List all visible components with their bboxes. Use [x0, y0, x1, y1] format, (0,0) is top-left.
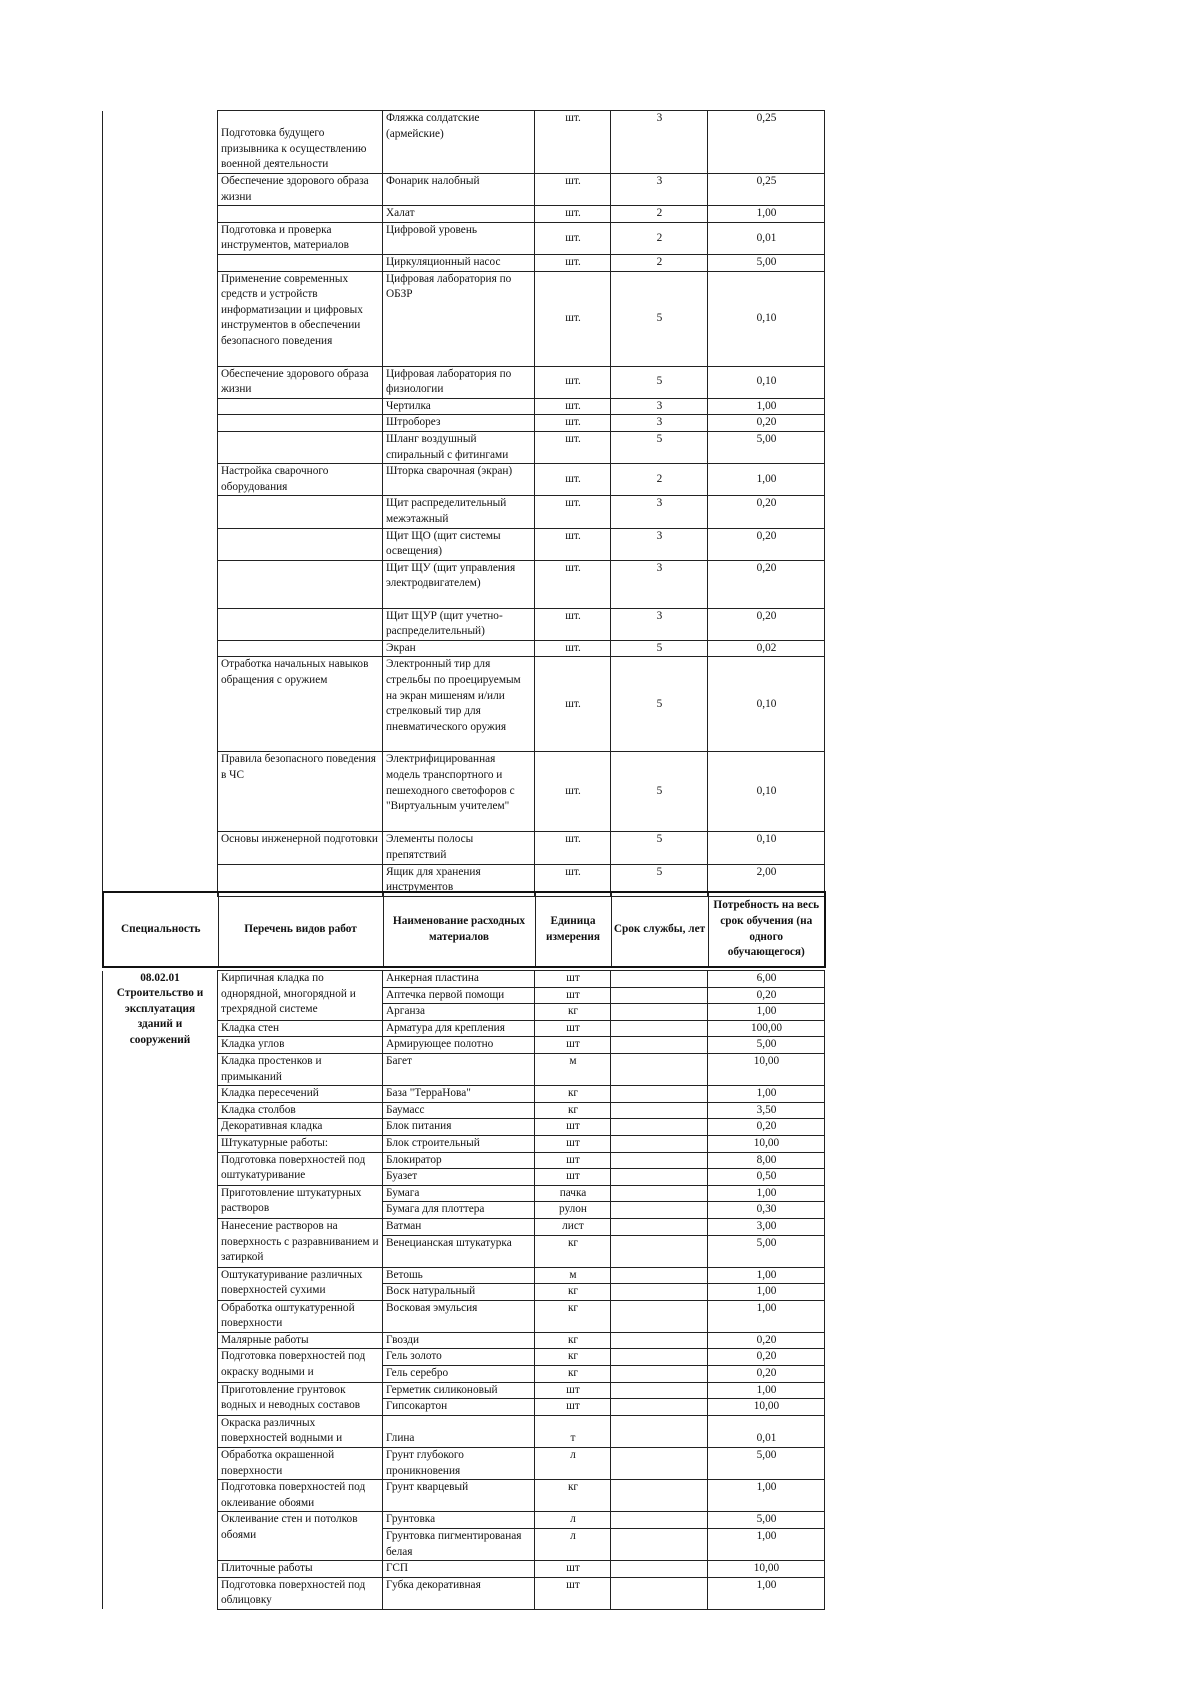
service-life-cell — [611, 1119, 708, 1136]
work-type-cell — [218, 398, 383, 415]
unit-cell: шт. — [535, 657, 611, 752]
service-life-cell — [611, 1366, 708, 1383]
material-cell: Щит ЩУ (щит управления электродвигателем) — [383, 560, 535, 608]
need-cell: 1,00 — [708, 1185, 825, 1202]
need-cell: 0,01 — [708, 222, 825, 254]
work-type-cell: Подготовка будущего призывника к осуществлению военной деятельности — [218, 111, 383, 174]
service-life-cell — [611, 1053, 708, 1085]
work-type-cell: Правила безопасного поведения в ЧС — [218, 752, 383, 832]
material-cell: ГСП — [383, 1561, 535, 1578]
need-cell: 1,00 — [708, 1004, 825, 1021]
unit-cell: лист — [535, 1218, 611, 1235]
service-life-cell — [611, 971, 708, 988]
material-cell: Бумага — [383, 1185, 535, 1202]
service-life-cell — [611, 1185, 708, 1202]
material-cell: Гель золото — [383, 1349, 535, 1366]
service-life-cell: 3 — [611, 496, 708, 528]
material-cell: Экран — [383, 640, 535, 657]
material-cell: Блок питания — [383, 1119, 535, 1136]
service-life-cell — [611, 1382, 708, 1399]
work-type-cell: Кладка пересечений — [218, 1086, 383, 1103]
work-type-cell: Обработка окрашенной поверхности — [218, 1448, 383, 1480]
need-cell: 1,00 — [708, 1577, 825, 1609]
service-life-cell: 3 — [611, 608, 708, 640]
material-cell: Ватман — [383, 1218, 535, 1235]
service-life-cell — [611, 1004, 708, 1021]
need-cell: 1,00 — [708, 1529, 825, 1561]
material-cell: Ящик для хранения инструментов — [383, 864, 535, 896]
unit-cell: кг — [535, 1086, 611, 1103]
need-cell: 0,20 — [708, 1349, 825, 1366]
header-work-list: Перечень видов работ — [218, 892, 383, 967]
service-life-cell — [611, 1415, 708, 1447]
material-cell: Аптечка первой помощи — [383, 987, 535, 1004]
unit-cell: шт — [535, 1382, 611, 1399]
work-type-cell: Подготовка поверхностей под окраску водными и — [218, 1349, 383, 1382]
unit-cell: шт. — [535, 528, 611, 560]
work-type-cell: Обеспечение здорового образа жизни — [218, 366, 383, 398]
unit-cell: шт — [535, 1119, 611, 1136]
work-type-cell: Основы инженерной подготовки — [218, 832, 383, 864]
table-row — [103, 111, 825, 174]
work-type-cell: Настройка сварочного оборудования — [218, 464, 383, 496]
material-cell: Багет — [383, 1053, 535, 1085]
service-life-cell — [611, 1020, 708, 1037]
service-life-cell: 3 — [611, 398, 708, 415]
need-cell: 2,00 — [708, 864, 825, 896]
material-cell: Грунт глубокого проникновения — [383, 1448, 535, 1480]
unit-cell: кг — [535, 1349, 611, 1366]
work-type-cell — [218, 608, 383, 640]
service-life-cell — [611, 1577, 708, 1609]
work-type-cell: Применение современных средств и устройств информатизации и цифровых инструментов в обеспечении безопасного поведения — [218, 271, 383, 366]
service-life-cell — [611, 1300, 708, 1332]
header-service-life: Срок службы, лет — [611, 892, 708, 967]
material-cell: Щит ЩО (щит системы освещения) — [383, 528, 535, 560]
unit-cell: шт. — [535, 398, 611, 415]
material-cell: Арганза — [383, 1004, 535, 1021]
material-cell: Ветошь — [383, 1267, 535, 1284]
need-cell: 0,50 — [708, 1169, 825, 1186]
need-cell: 1,00 — [708, 206, 825, 223]
work-type-cell: Подготовка поверхностей под оштукатуривание — [218, 1152, 383, 1185]
material-cell: Электрифицированная модель транспортного и пешеходного светофоров с "Виртуальным учителем" — [383, 752, 535, 832]
work-type-cell: Кладка столбов — [218, 1102, 383, 1119]
unit-cell: шт — [535, 1135, 611, 1152]
service-life-cell — [611, 1512, 708, 1529]
need-cell: 3,50 — [708, 1102, 825, 1119]
work-type-cell: Обеспечение здорового образа жизни — [218, 174, 383, 206]
material-cell: Гель серебро — [383, 1366, 535, 1383]
need-cell: 100,00 — [708, 1020, 825, 1037]
service-life-cell — [611, 987, 708, 1004]
work-type-cell: Приготовление грунтовок водных и неводных составов — [218, 1382, 383, 1415]
work-type-cell — [218, 640, 383, 657]
material-cell: Грунтовка пигментированая белая — [383, 1529, 535, 1561]
need-cell: 0,20 — [708, 1332, 825, 1349]
unit-cell: шт. — [535, 111, 611, 174]
work-type-cell — [218, 560, 383, 608]
material-cell: Грунт кварцевый — [383, 1480, 535, 1512]
material-cell: База "ТерраНова" — [383, 1086, 535, 1103]
work-type-cell — [218, 206, 383, 223]
service-life-cell — [611, 1086, 708, 1103]
service-life-cell — [611, 1102, 708, 1119]
unit-cell: шт — [535, 1577, 611, 1609]
work-type-cell: Кладка простенков и примыканий — [218, 1053, 383, 1085]
header-material-name: Наименование расходных материалов — [383, 892, 535, 967]
unit-cell: рулон — [535, 1202, 611, 1219]
unit-cell: шт — [535, 1169, 611, 1186]
work-type-cell: Кладка стен — [218, 1020, 383, 1037]
unit-cell: шт — [535, 1561, 611, 1578]
service-life-cell — [611, 1349, 708, 1366]
material-cell: Фляжка солдатские (армейские) — [383, 111, 535, 174]
need-cell: 1,00 — [708, 398, 825, 415]
unit-cell: шт — [535, 971, 611, 988]
service-life-cell — [611, 1202, 708, 1219]
unit-cell: кг — [535, 1284, 611, 1301]
material-cell: Шторка сварочная (экран) — [383, 464, 535, 496]
need-cell: 5,00 — [708, 254, 825, 271]
need-cell: 0,25 — [708, 174, 825, 206]
work-type-cell: Окраска различных поверхностей водными и — [218, 1415, 383, 1447]
work-type-cell: Нанесение растворов на поверхность с разравниванием и затиркой — [218, 1218, 383, 1267]
material-cell: Щит ЩУР (щит учетно-распределительный) — [383, 608, 535, 640]
unit-cell: шт. — [535, 608, 611, 640]
unit-cell: шт — [535, 987, 611, 1004]
unit-cell: шт — [535, 1037, 611, 1054]
need-cell: 0,10 — [708, 366, 825, 398]
work-type-cell — [218, 254, 383, 271]
need-cell: 0,02 — [708, 640, 825, 657]
unit-cell: шт. — [535, 222, 611, 254]
unit-cell: шт — [535, 1399, 611, 1416]
work-type-cell — [218, 528, 383, 560]
need-cell: 5,00 — [708, 431, 825, 463]
need-cell: 10,00 — [708, 1561, 825, 1578]
material-cell: Губка декоративная — [383, 1577, 535, 1609]
service-life-cell — [611, 1561, 708, 1578]
need-cell: 10,00 — [708, 1053, 825, 1085]
material-cell: Электронный тир для стрельбы по проецируемым на экран мишеням и/или стрелковый тир для пневматического оружия — [383, 657, 535, 752]
materials-table — [102, 970, 825, 1610]
unit-cell: шт. — [535, 206, 611, 223]
unit-cell: шт. — [535, 864, 611, 896]
materials-table-header — [102, 891, 826, 968]
work-type-cell: Штукатурные работы: — [218, 1135, 383, 1152]
unit-cell: кг — [535, 1235, 611, 1267]
unit-cell: кг — [535, 1366, 611, 1383]
material-cell: Арматура для крепления — [383, 1020, 535, 1037]
need-cell: 0,20 — [708, 528, 825, 560]
need-cell: 0,01 — [708, 1415, 825, 1447]
material-cell: Герметик силиконовый — [383, 1382, 535, 1399]
service-life-cell — [611, 1284, 708, 1301]
service-life-cell: 5 — [611, 366, 708, 398]
service-life-cell: 5 — [611, 271, 708, 366]
material-cell: Венецианская штукатурка — [383, 1235, 535, 1267]
material-cell: Халат — [383, 206, 535, 223]
unit-cell: м — [535, 1267, 611, 1284]
specialty-cell — [103, 111, 218, 897]
need-cell: 0,20 — [708, 1119, 825, 1136]
material-cell: Блокиратор — [383, 1152, 535, 1169]
service-life-cell — [611, 1135, 708, 1152]
material-cell: Цифровой уровень — [383, 222, 535, 254]
service-life-cell: 2 — [611, 254, 708, 271]
need-cell: 1,00 — [708, 464, 825, 496]
unit-cell: шт. — [535, 560, 611, 608]
material-cell: Баумасс — [383, 1102, 535, 1119]
material-cell: Армирующее полотно — [383, 1037, 535, 1054]
service-life-cell: 5 — [611, 752, 708, 832]
work-type-cell: Малярные работы — [218, 1332, 383, 1349]
need-cell: 1,00 — [708, 1382, 825, 1399]
material-cell: Штроборез — [383, 415, 535, 432]
unit-cell: шт. — [535, 415, 611, 432]
unit-cell: м — [535, 1053, 611, 1085]
need-cell: 0,10 — [708, 832, 825, 864]
need-cell: 0,30 — [708, 1202, 825, 1219]
service-life-cell: 5 — [611, 431, 708, 463]
material-cell: Воск натуральный — [383, 1284, 535, 1301]
service-life-cell: 3 — [611, 528, 708, 560]
unit-cell: кг — [535, 1332, 611, 1349]
need-cell: 1,00 — [708, 1300, 825, 1332]
need-cell: 0,20 — [708, 415, 825, 432]
service-life-cell — [611, 1152, 708, 1169]
service-life-cell — [611, 1169, 708, 1186]
service-life-cell — [611, 1267, 708, 1284]
material-cell: Цифровая лаборатория по ОБЗР — [383, 271, 535, 366]
material-cell: Бумага для плоттера — [383, 1202, 535, 1219]
unit-cell: шт. — [535, 464, 611, 496]
material-cell: Гвозди — [383, 1332, 535, 1349]
work-type-cell: Кирпичная кладка по однорядной, многорядной и трехрядной системе — [218, 971, 383, 1021]
need-cell: 10,00 — [708, 1399, 825, 1416]
specialty-cell: 08.02.01 Строительство и эксплуатация зданий и сооружений — [103, 971, 218, 1610]
need-cell: 5,00 — [708, 1235, 825, 1267]
need-cell: 5,00 — [708, 1037, 825, 1054]
work-type-cell: Подготовка и проверка инструментов, материалов — [218, 222, 383, 254]
material-cell: Шланг воздушный спиральный с фитингами — [383, 431, 535, 463]
unit-cell: кг — [535, 1004, 611, 1021]
header-need: Потребность на весь срок обучения (на одного обучающегося) — [708, 892, 825, 967]
unit-cell: шт — [535, 1152, 611, 1169]
work-type-cell: Подготовка поверхностей под оклеивание обоями — [218, 1480, 383, 1512]
header-specialty: Специальность — [103, 892, 218, 967]
need-cell: 6,00 — [708, 971, 825, 988]
service-life-cell: 5 — [611, 657, 708, 752]
need-cell: 0,25 — [708, 111, 825, 174]
need-cell: 0,20 — [708, 1366, 825, 1383]
service-life-cell — [611, 1332, 708, 1349]
material-cell: Цифровая лаборатория по физиологии — [383, 366, 535, 398]
service-life-cell: 3 — [611, 174, 708, 206]
unit-cell: кг — [535, 1300, 611, 1332]
work-type-cell: Обработка оштукатуренной поверхности — [218, 1300, 383, 1332]
service-life-cell: 3 — [611, 111, 708, 174]
need-cell: 0,20 — [708, 608, 825, 640]
unit-cell: шт. — [535, 431, 611, 463]
work-type-cell — [218, 415, 383, 432]
service-life-cell: 2 — [611, 222, 708, 254]
work-type-cell — [218, 496, 383, 528]
material-cell: Циркуляционный насос — [383, 254, 535, 271]
need-cell: 10,00 — [708, 1135, 825, 1152]
service-life-cell — [611, 1037, 708, 1054]
unit-cell: л — [535, 1448, 611, 1480]
need-cell: 5,00 — [708, 1448, 825, 1480]
need-cell: 1,00 — [708, 1284, 825, 1301]
need-cell: 1,00 — [708, 1267, 825, 1284]
service-life-cell: 3 — [611, 415, 708, 432]
material-cell: Глина — [383, 1415, 535, 1447]
service-life-cell: 5 — [611, 864, 708, 896]
work-type-cell: Подготовка поверхностей под облицовку — [218, 1577, 383, 1609]
service-life-cell — [611, 1235, 708, 1267]
need-cell: 0,10 — [708, 271, 825, 366]
need-cell: 1,00 — [708, 1480, 825, 1512]
service-life-cell — [611, 1480, 708, 1512]
unit-cell: шт. — [535, 752, 611, 832]
work-type-cell: Оштукатуривание различных поверхностей сухими — [218, 1267, 383, 1300]
material-cell: Щит распределительный межэтажный — [383, 496, 535, 528]
need-cell: 1,00 — [708, 1086, 825, 1103]
need-cell: 0,20 — [708, 560, 825, 608]
unit-cell: шт. — [535, 640, 611, 657]
work-type-cell: Кладка углов — [218, 1037, 383, 1054]
work-type-cell: Приготовление штукатурных растворов — [218, 1185, 383, 1218]
unit-cell: шт. — [535, 496, 611, 528]
equipment-table-continued — [102, 110, 825, 897]
need-cell: 0,20 — [708, 496, 825, 528]
material-cell: Грунтовка — [383, 1512, 535, 1529]
service-life-cell: 5 — [611, 832, 708, 864]
need-cell: 8,00 — [708, 1152, 825, 1169]
unit-cell: шт — [535, 1020, 611, 1037]
material-cell: Буазет — [383, 1169, 535, 1186]
material-cell: Чертилка — [383, 398, 535, 415]
service-life-cell — [611, 1218, 708, 1235]
unit-cell: т — [535, 1415, 611, 1447]
need-cell: 0,20 — [708, 987, 825, 1004]
work-type-cell — [218, 431, 383, 463]
material-cell: Восковая эмульсия — [383, 1300, 535, 1332]
need-cell: 0,10 — [708, 657, 825, 752]
work-type-cell: Декоративная кладка — [218, 1119, 383, 1136]
unit-cell: шт. — [535, 174, 611, 206]
unit-cell: шт. — [535, 366, 611, 398]
need-cell: 5,00 — [708, 1512, 825, 1529]
need-cell: 0,10 — [708, 752, 825, 832]
unit-cell: л — [535, 1529, 611, 1561]
service-life-cell — [611, 1529, 708, 1561]
table-row — [103, 971, 825, 988]
service-life-cell: 5 — [611, 640, 708, 657]
unit-cell: л — [535, 1512, 611, 1529]
material-cell: Гипсокартон — [383, 1399, 535, 1416]
work-type-cell: Плиточные работы — [218, 1561, 383, 1578]
service-life-cell — [611, 1448, 708, 1480]
service-life-cell: 2 — [611, 464, 708, 496]
unit-cell: кг — [535, 1102, 611, 1119]
service-life-cell: 2 — [611, 206, 708, 223]
material-cell: Фонарик налобный — [383, 174, 535, 206]
unit-cell: шт. — [535, 832, 611, 864]
material-cell: Анкерная пластина — [383, 971, 535, 988]
service-life-cell: 3 — [611, 560, 708, 608]
work-type-cell: Оклеивание стен и потолков обоями — [218, 1512, 383, 1561]
unit-cell: пачка — [535, 1185, 611, 1202]
header-unit: Единица измерения — [535, 892, 611, 967]
unit-cell: шт. — [535, 271, 611, 366]
material-cell: Блок строительный — [383, 1135, 535, 1152]
material-cell: Элементы полосы препятствий — [383, 832, 535, 864]
unit-cell: кг — [535, 1480, 611, 1512]
need-cell: 3,00 — [708, 1218, 825, 1235]
unit-cell: шт. — [535, 254, 611, 271]
service-life-cell — [611, 1399, 708, 1416]
work-type-cell: Отработка начальных навыков обращения с оружием — [218, 657, 383, 752]
